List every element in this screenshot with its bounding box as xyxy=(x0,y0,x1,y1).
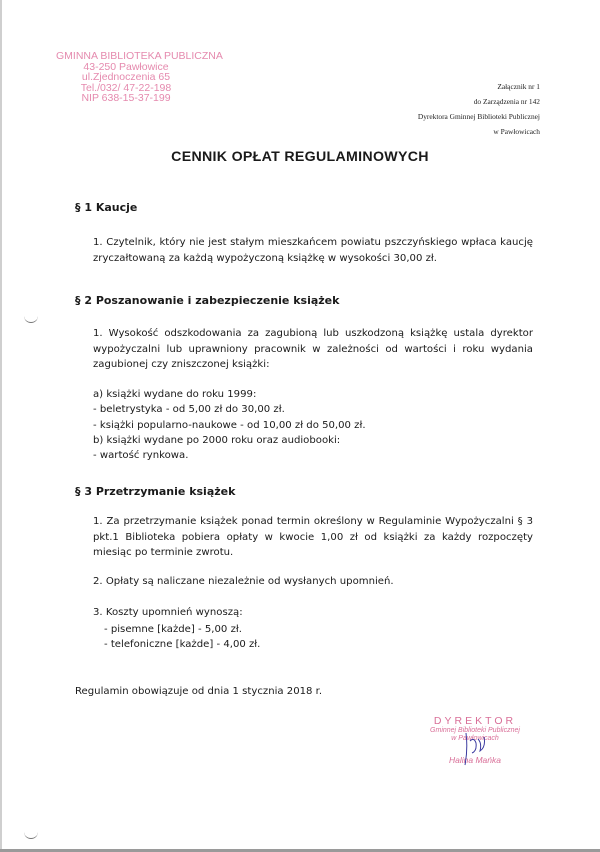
page-left-edge xyxy=(0,0,2,852)
annex-line: w Pawłowicach xyxy=(493,127,540,136)
compensation-paragraph: 1. Wysokość odszkodowania za zagubioną lub uszkodzoną książkę ustala dyrektor wypożyczalni lub uprawniony pracownik w zależności od wartości i roku wydania zagubionej czy zniszczonej książki: xyxy=(93,328,533,370)
document-title: CENNIK OPŁAT REGULAMINOWYCH xyxy=(171,149,429,165)
library-stamp xyxy=(56,50,223,105)
stamp-title: DYREKTOR xyxy=(433,715,517,727)
stamp-line: Tel./032/ 47-22-198 xyxy=(80,81,172,94)
stamp-line: Gminnej Biblioteki Publicznej xyxy=(430,727,520,734)
director-stamp xyxy=(400,715,550,765)
list-item: - książki popularno-naukowe - od 10,00 zł do 50,00 zł. xyxy=(93,420,366,431)
fee-item: - pisemne [każde] - 5,00 zł. xyxy=(104,624,242,635)
stamp-line: GMINNA BIBLIOTEKA PUBLICZNA xyxy=(56,50,223,62)
annex-line: Dyrektora Gminnej Biblioteki Publicznej xyxy=(417,112,540,121)
stamp-line: NIP 638-15-37-199 xyxy=(81,92,171,105)
effective-date: Regulamin obowiązuje od dnia 1 stycznia 2018 r. xyxy=(75,686,323,697)
annex-reference xyxy=(340,79,540,139)
stamp-line: w Pawłowicach xyxy=(451,735,499,742)
punch-hole-mark xyxy=(24,312,38,323)
handwritten-signature xyxy=(460,729,490,769)
stamp-line: 43-250 Pawłowice xyxy=(83,60,169,73)
section-heading-book-care: § 2 Poszanowanie i zabezpieczenie książek xyxy=(75,294,340,307)
section-heading-deposits: § 1 Kaucje xyxy=(75,201,138,214)
deposit-paragraph: 1. Czytelnik, który nie jest stałym mieszkańcem powiatu pszczyńskiego wpłaca kaucję zryczałtowaną za każdą wypożyczoną książkę w wysokości 30,00 zł. xyxy=(93,237,533,264)
list-item: a) książki wydane do roku 1999: xyxy=(93,389,257,400)
reminder-costs-line: 3. Koszty upomnień wynoszą: xyxy=(93,607,243,618)
list-item: - beletrystyka - od 5,00 zł do 30,00 zł. xyxy=(93,404,285,415)
punch-hole-mark xyxy=(24,828,38,839)
list-item: - wartość rynkowa. xyxy=(93,450,189,461)
director-name: Halina Mańka xyxy=(449,755,501,765)
annex-line: Załącznik nr 1 xyxy=(497,82,540,91)
stamp-line: ul.Zjednoczenia 65 xyxy=(81,71,171,84)
section-heading-overdue: § 3 Przetrzymanie książek xyxy=(75,485,236,498)
notice-paragraph: 2. Opłaty są naliczane niezależnie od wysłanych upomnień. xyxy=(93,576,394,587)
annex-line: do Zarządzenia nr 142 xyxy=(473,97,540,106)
fee-item: - telefoniczne [każde] - 4,00 zł. xyxy=(104,639,261,650)
list-item: b) książki wydane po 2000 roku oraz audiobooki: xyxy=(93,435,341,446)
overdue-paragraph: 1. Za przetrzymanie książek ponad termin określony w Regulaminie Wypożyczalni § 3 pkt.1 Biblioteka pobiera opłaty w kwocie 1,00 zł od książki za każdy rozpoczęty miesiąc po terminie zwrotu. xyxy=(93,516,533,558)
